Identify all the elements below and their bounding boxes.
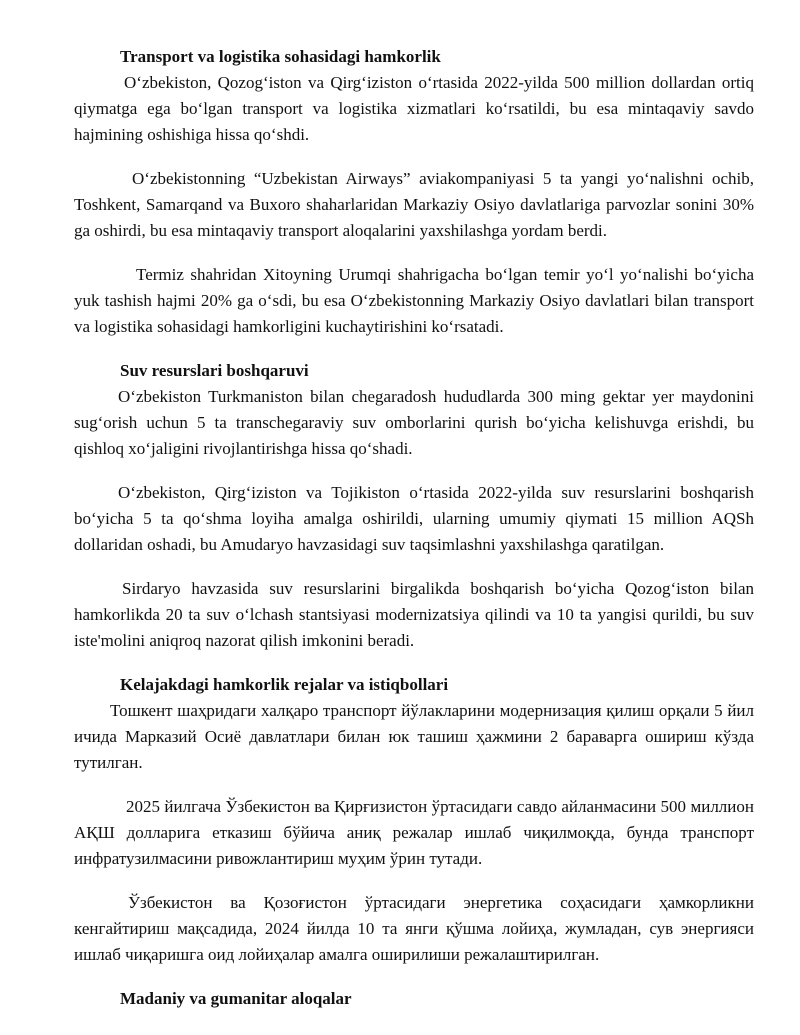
section-heading: Transport va logistika sohasidagi hamkorlik <box>120 47 441 66</box>
paragraph: Ўзбекистон ва Қозоғистон ўртасидаги энергетика соҳасидаги ҳамкорликни кенгайтириш мақсадида, 2024 йилда 10 та янги қўшма лойиҳа, жумладан, сув энергияси ишлаб чиқаришга оид лойиҳалар амалга оширилиши режалаштирилган. <box>74 893 754 964</box>
paragraph: Sirdaryo havzasida suv resurslarini birgalikda boshqarish bo‘yicha Qozog‘iston bilan hamkorlikda 20 ta suv o‘lchash stantsiyasi modernizatsiya qilindi va 10 ta yangisi qurildi, bu suv iste'molini aniqroq nazorat qilish imkonini beradi. <box>74 579 754 650</box>
section-future <box>74 672 754 968</box>
paragraph: Termiz shahridan Xitoyning Urumqi shahrigacha bo‘lgan temir yo‘l yo‘nalishi bo‘yicha yuk tashish hajmi 20% ga o‘sdi, bu esa O‘zbekistonning Markaziy Osiyo davlatlari bilan transport va logistika sohasidagi hamkorligini kuchaytirishini ko‘rsatadi. <box>74 265 754 336</box>
paragraph: 2025 йилгача Ўзбекистон ва Қирғизистон ўртасидаги савдо айланмасини 500 миллион АҚШ долларига етказиш бўйича аниқ режалар ишлаб чиқилмоқда, бунда транспорт инфратузилмасини ривожлантириш муҳим ўрин тутади. <box>74 797 754 868</box>
section-heading: Suv resurslari boshqaruvi <box>120 361 309 380</box>
section-heading: Madaniy va gumanitar aloqalar <box>120 989 352 1008</box>
section-heading: Kelajakdagi hamkorlik rejalar va istiqbollari <box>120 675 449 694</box>
paragraph: O‘zbekiston, Qirg‘iziston va Tojikiston o‘rtasida 2022-yilda suv resurslarini boshqarish bo‘yicha 5 ta qo‘shma loyiha amalga oshirildi, ularning umumiy qiymati 15 million AQSh dollaridan oshadi, bu Amudaryo havzasidagi suv taqsimlashni yaxshilashga qaratilgan. <box>74 483 754 554</box>
section-transport <box>74 44 754 340</box>
paragraph: Тошкент шаҳридаги халқаро транспорт йўлакларини модернизация қилиш орқали 5 йил ичида Марказий Осиё давлатлари билан юк ташиш ҳажмини 2 бараварга ошириш кўзда тутилган. <box>74 701 754 772</box>
section-water <box>74 358 754 654</box>
paragraph: O‘zbekiston Turkmaniston bilan chegaradosh hududlarda 300 ming gektar yer maydonini sug‘orish uchun 5 ta transchegaraviy suv omborlarini qurish bo‘yicha kelishuvga erishdi, bu qishloq xo‘jaligini rivojlantirishga hissa qo‘shadi. <box>74 387 754 458</box>
paragraph: O‘zbekiston, Qozog‘iston va Qirg‘iziston o‘rtasida 2022-yilda 500 million dollardan ortiq qiymatga ega bo‘lgan transport va logistika xizmatlari ko‘rsatildi, bu esa mintaqaviy savdo hajmining oshishiga hissa qo‘shdi. <box>74 73 754 144</box>
paragraph: O‘zbekistonning “Uzbekistan Airways” aviakompaniyasi 5 ta yangi yo‘nalishni ochib, Toshkent, Samarqand va Buxoro shaharlaridan Markaziy Osiyo davlatlariga parvozlar sonini 30% ga oshirdi, bu esa mintaqaviy transport aloqalarini yaxshilashga yordam berdi. <box>74 169 754 240</box>
section-culture <box>74 986 754 1012</box>
